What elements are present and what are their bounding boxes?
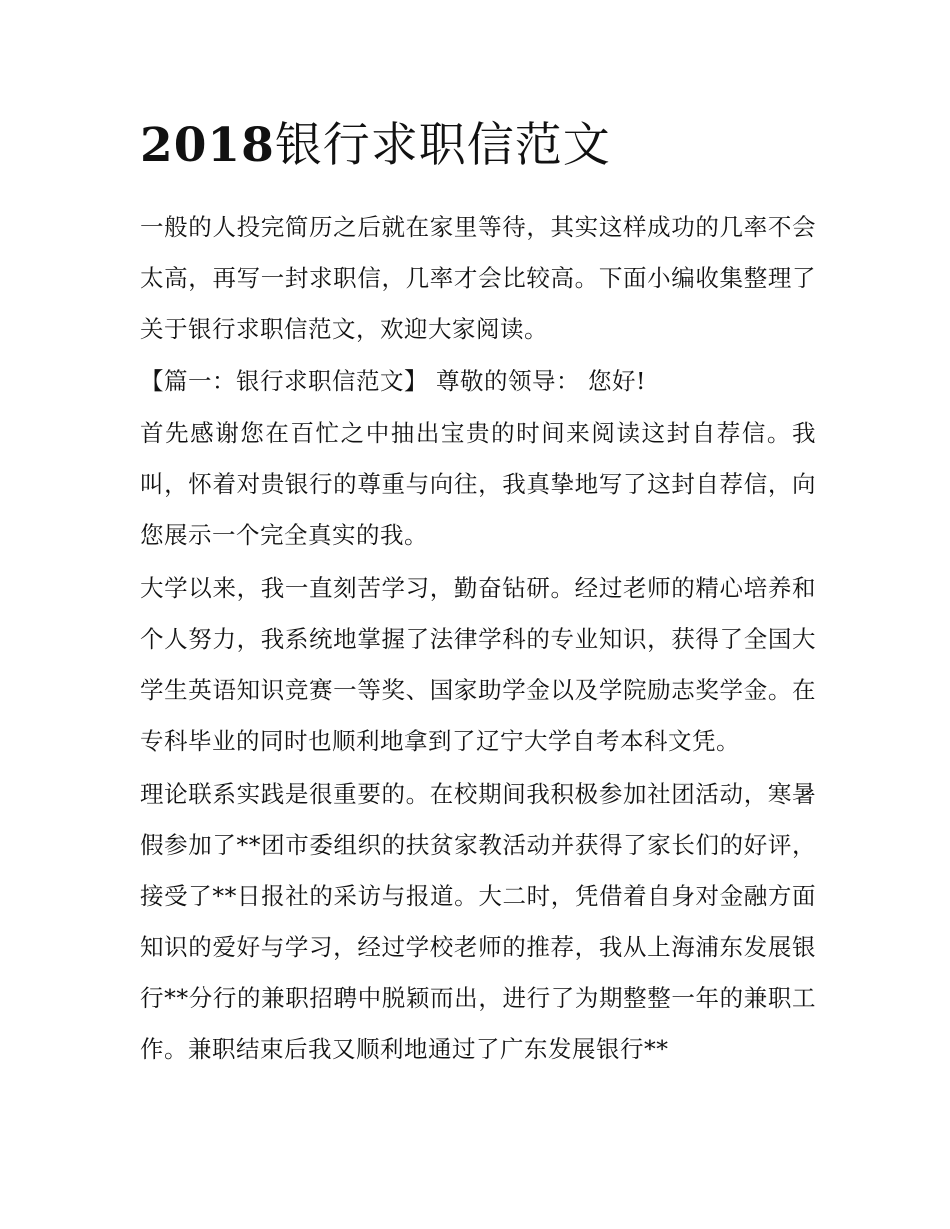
paragraph-salutation: 【篇一：银行求职信范文】 尊敬的领导： 您好!	[140, 367, 646, 395]
paragraph-opening: 首先感谢您在百忙之中抽出宝贵的时间来阅读这封自荐信。我叫，怀着对贵银行的尊重与向往，我真挚地写了这封自荐信，向您展示一个完全真实的我。	[140, 419, 816, 549]
paragraph-practice: 理论联系实践是很重要的。在校期间我积极参加社团活动，寒暑假参加了**团市委组织的扶贫家教活动并获得了家长们的好评，接受了**日报社的采访与报道。大二时，凭借着自身对金融方面知识的爱好与学习，经过学校老师的推荐，我从上海浦东发展银行**分行的兼职招聘中脱颖而出，进行了为期整整一年的兼职工作。兼职结束后我又顺利地通过了广东发展银行**	[140, 780, 816, 1063]
document-title	[140, 112, 816, 180]
paragraph-intro: 一般的人投完简历之后就在家里等待，其实这样成功的几率不会太高，再写一封求职信，几率才会比较高。下面小编收集整理了关于银行求职信范文，欢迎大家阅读。	[140, 213, 816, 343]
title-text: 银行求职信范文	[274, 118, 611, 173]
title-year: 2018	[140, 118, 275, 173]
paragraph-education: 大学以来，我一直刻苦学习，勤奋钻研。经过老师的精心培养和个人努力，我系统地掌握了法律学科的专业知识，获得了全国大学生英语知识竞赛一等奖、国家助学金以及学院励志奖学金。在专科毕业的同时也顺利地拿到了辽宁大学自考本科文凭。	[140, 574, 816, 755]
document-page	[140, 112, 816, 1077]
